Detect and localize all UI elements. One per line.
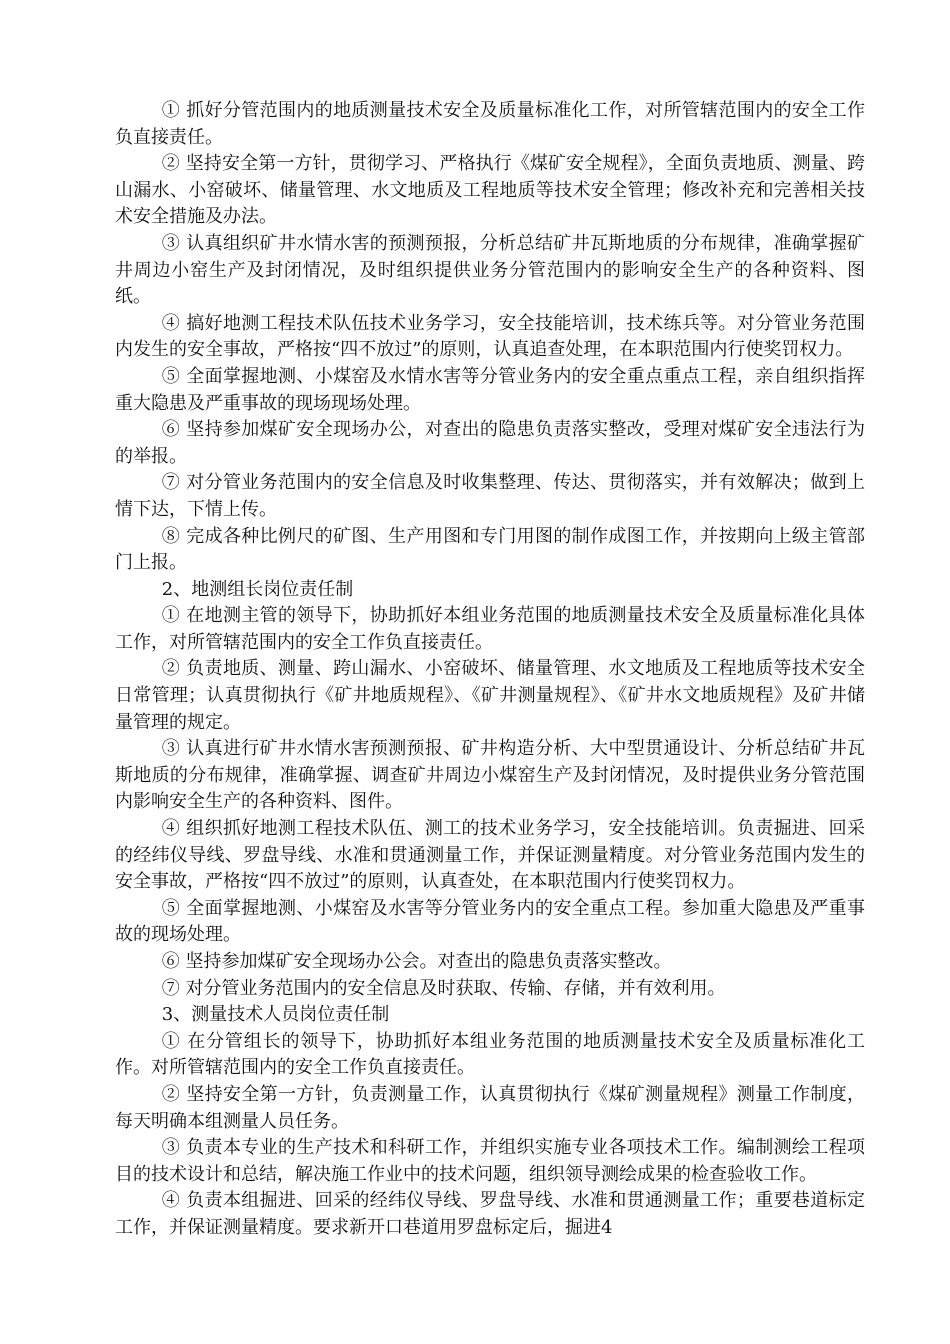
paragraph-1-7: ⑦ 对分管业务范围内的安全信息及时收集整理、传达、贯彻落实，并有效解决；做到上情下达，下情上传。: [115, 472, 865, 520]
paragraph-2-2: ② 负责地质、测量、跨山漏水、小窑破坏、储量管理、水文地质及工程地质等技术安全日常管理；认真贯彻执行《矿井地质规程》、《矿井测量规程》、《矿井水文地质规程》及矿井储量管理的规定。: [115, 658, 865, 733]
paragraph-2-4: ④ 组织抓好地测工程技术队伍、测工的技术业务学习，安全技能培训。负责掘进、回采的经纬仪导线、罗盘导线、水准和贯通测量工作，并保证测量精度。对分管业务范围内发生的安全事故，严格按“四不放过”的原则，认真查处，在本职范围内行使奖罚权力。: [115, 818, 865, 893]
section-heading-2: 2、地测组长岗位责任制: [161, 578, 354, 600]
paragraph-3-4: ④ 负责本组掘进、回采的经纬仪导线、罗盘导线、水准和贯通测量工作；重要巷道标定工作，并保证测量精度。要求新开口巷道用罗盘标定后，掘进4: [115, 1190, 865, 1238]
paragraph-2-6: ⑥ 坚持参加煤矿安全现场办公会。对查出的隐患负责落实整改。: [161, 951, 672, 972]
paragraph-3-1: ① 在分管组长的领导下，协助抓好本组业务范围的地质测量技术安全及质量标准化工作。对所管辖范围内的安全工作负直接责任。: [115, 1030, 865, 1079]
paragraph-3-3: ③ 负责本专业的生产技术和科研工作，并组织实施专业各项技术工作。编制测绘工程项目的技术设计和总结，解决施工作业中的技术问题，组织领导测绘成果的检查验收工作。: [115, 1137, 865, 1185]
paragraph-2-5: ⑤ 全面掌握地测、小煤窑及水害等分管业务内的安全重点工程。参加重大隐患及严重事故的现场处理。: [115, 897, 865, 946]
paragraph-3-2: ② 坚持安全第一方针，负责测量工作，认真贯彻执行《煤矿测量规程》测量工作制度，每天明确本组测量人员任务。: [115, 1083, 865, 1132]
paragraph-2-7: ⑦ 对分管业务范围内的安全信息及时获取、传输、存储，并有效利用。: [161, 977, 726, 999]
paragraph-1-4: ④ 搞好地测工程技术队伍技术业务学习，安全技能培训，技术练兵等。对分管业务范围内发生的安全事故，严格按“四不放过”的原则，认真追查处理，在本职范围内行使奖罚权力。: [115, 312, 865, 361]
paragraph-1-3: ③ 认真组织矿井水情水害的预测预报，分析总结矿井瓦斯地质的分布规律，准确掌握矿井周边小窑生产及封闭情况，及时组织提供业务分管范围内的影响安全生产的各种资料、图纸。: [115, 232, 865, 308]
paragraph-1-5: ⑤ 全面掌握地测、小煤窑及水情水害等分管业务内的安全重点重点工程，亲自组织指挥重大隐患及严重事故的现场现场处理。: [115, 365, 865, 414]
paragraph-1-8: ⑧ 完成各种比例尺的矿图、生产用图和专门用图的制作成图工作，并按期向上级主管部门上报。: [115, 525, 865, 574]
paragraph-1-1: ① 抓好分管范围内的地质测量技术安全及质量标准化工作，对所管辖范围内的安全工作负直接责任。: [115, 100, 865, 148]
paragraph-2-1: ① 在地测主管的领导下，协助抓好本组业务范围的地质测量技术安全及质量标准化具体工作，对所管辖范围内的安全工作负直接责任。: [115, 605, 865, 653]
paragraph-1-2: ② 坚持安全第一方针，贯彻学习、严格执行《煤矿安全规程》，全面负责地质、测量、跨山漏水、小窑破坏、储量管理、水文地质及工程地质等技术安全管理；修改补充和完善相关技术安全措施及办法。: [115, 153, 865, 228]
section-heading-3: 3、测量技术人员岗位责任制: [161, 1004, 390, 1026]
paragraph-2-3: ③ 认真进行矿井水情水害预测预报、矿井构造分析、大中型贯通设计、分析总结矿井瓦斯地质的分布规律，准确掌握、调查矿井周边小煤窑生产及封闭情况，及时提供业务分管范围内影响安全生产的各种资料、图件。: [115, 738, 865, 813]
paragraph-1-6: ⑥ 坚持参加煤矿安全现场办公，对查出的隐患负责落实整改，受理对煤矿安全违法行为的举报。: [115, 419, 865, 467]
document-body: [115, 98, 865, 1242]
